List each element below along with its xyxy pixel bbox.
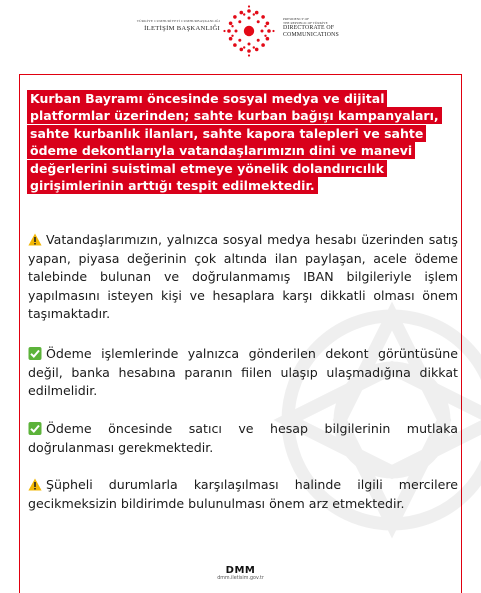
header-left-text [112, 19, 220, 32]
paragraph-text: Vatandaşlarımızın, yalnızca sosyal medya hesabı üzerinden satış yapan, piyasa değerinin çok altında ilan paylaşan, acele ödeme talebinde bulunan ve doğrulanmamış IBAN bilgileriyle işlem yapılmasını isteyen kişi ve hesaplara karşı dikkatli olması önem taşımaktadır. [28, 232, 458, 322]
paragraph-text: Ödeme öncesinde satıcı ve hesap bilgilerinin mutlaka doğrulanması gerekmektedir. [28, 421, 458, 455]
warning-icon [28, 478, 42, 491]
check-icon [28, 422, 42, 435]
paragraph-check-2 [28, 420, 458, 457]
warning-icon [28, 233, 42, 246]
footer [190, 565, 291, 593]
check-icon [28, 347, 42, 360]
header [0, 0, 481, 62]
header-right-small-1: PRESIDENCY OF [283, 17, 309, 21]
paragraph-warning-2 [28, 476, 458, 513]
header-right-small-2: THE REPUBLIC OF TÜRKİYE [283, 21, 328, 25]
alert-highlight [27, 90, 464, 194]
paragraph-text: Şüpheli durumlarla karşılaşılması halinde ilgili mercilere gecikmeksizin bildirimde bulunulması önem arz etmektedir. [28, 477, 458, 511]
paragraph-text: Ödeme işlemlerinde yalnızca gönderilen dekont görüntüsüne değil, banka hesabına paranın fiilen ulaşıp ulaşmadığına dikkat edilmelidir. [28, 346, 458, 399]
header-right-title-2: COMMUNICATIONS [283, 32, 339, 38]
header-left-title: İLETİŞİM BAŞKANLIĞI [144, 25, 220, 32]
header-right-text [283, 17, 393, 39]
alert-text: Kurban Bayramı öncesinde sosyal medya ve dijital platformlar üzerinden; sahte kurban bağışı kampanyaları, sahte kurbanlık ilanları, sahte kapora talepleri ve sahte ödeme dekontlarıyla vatandaşlarımızın dini ve manevi değerlerini suistimal etmeye yönelik dolandırıcılık girişimlerinin arttığı tespit edilmektedir. [27, 90, 442, 194]
presidential-seal-icon [222, 4, 276, 58]
paragraph-check-1 [28, 345, 458, 401]
paragraph-warning-1 [28, 231, 458, 324]
footer-url[interactable]: dmm.iletisim.gov.tr [217, 576, 264, 581]
header-left-small: TÜRKİYE CUMHURİYETİ CUMHURBAŞKANLIĞI [136, 19, 220, 23]
dmm-logo: DMM [225, 565, 256, 576]
header-right-title-1: DIRECTORATE OF [283, 25, 335, 31]
